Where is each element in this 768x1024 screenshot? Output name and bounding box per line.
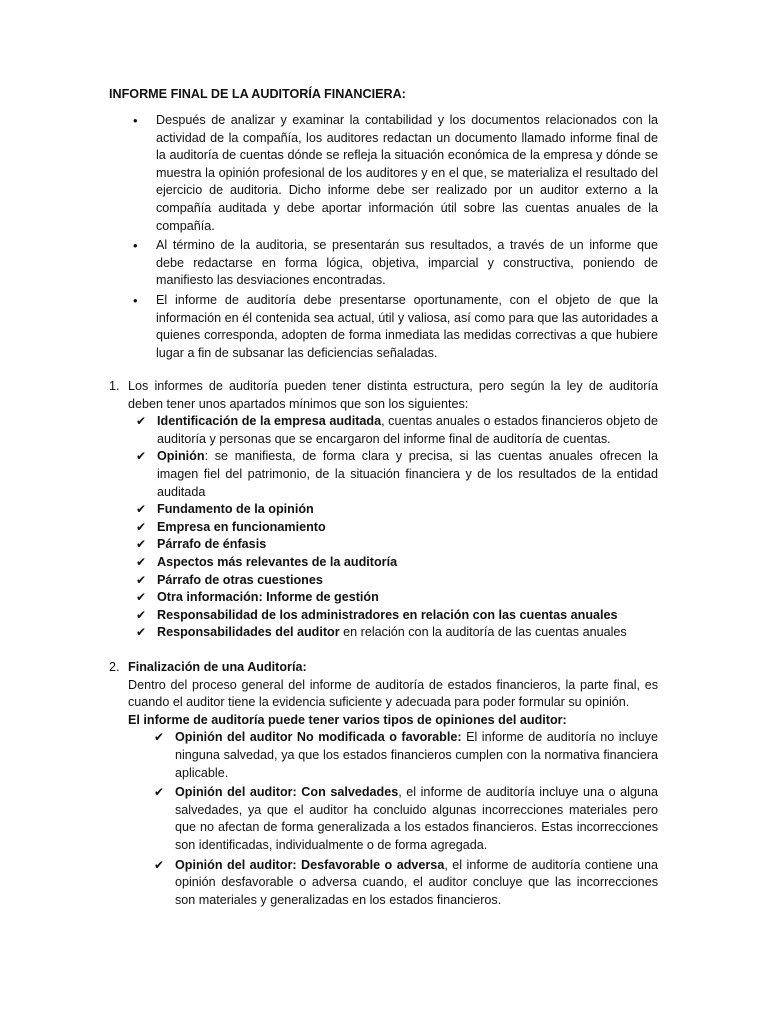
item-bold-text: Párrafo de otras cuestiones bbox=[157, 572, 323, 587]
checkmark-icon: ✔ bbox=[136, 554, 147, 569]
section-number: 1. bbox=[109, 379, 120, 393]
item-bold-text: Opinión del auditor No modificada o favorable: bbox=[175, 730, 462, 745]
list-item bbox=[128, 572, 658, 590]
item-bold-text: Fundamento de la opinión bbox=[157, 502, 314, 517]
checkmark-icon: ✔ bbox=[136, 625, 147, 640]
item-bold-text: Identificación de la empresa auditada bbox=[157, 414, 382, 429]
list-item bbox=[154, 729, 658, 782]
checkmark-icon: ✔ bbox=[154, 730, 165, 745]
section-1 bbox=[109, 378, 658, 642]
list-item bbox=[128, 237, 658, 290]
section-2-item bbox=[109, 659, 658, 909]
intro-bullet-list bbox=[128, 112, 658, 364]
bullet-icon: • bbox=[133, 113, 138, 128]
section-1-check-list bbox=[128, 413, 658, 642]
item-text: , cuentas anuales o estados financieros objeto de auditoría y personas que se encargaron del informe final de auditoría de cuentas. bbox=[157, 414, 658, 446]
item-bold-text: Opinión del auditor: Con salvedades bbox=[175, 785, 399, 800]
list-item bbox=[128, 624, 658, 642]
bullet-icon: • bbox=[133, 238, 138, 254]
item-bold-text: Párrafo de énfasis bbox=[157, 537, 267, 552]
bullet-icon: • bbox=[133, 292, 138, 308]
item-bold-text: Responsabilidades del auditor bbox=[157, 625, 340, 640]
list-item bbox=[128, 448, 658, 501]
list-item bbox=[128, 501, 658, 519]
item-text: , el informe de auditoría incluye una o alguna salvedades, ya que el auditor ha concluido algunas incorrecciones materiales pero que no afectan de forma generalizada a los estados financieros. Estas incorrecciones son identificadas, individualmente o de forma agregada. bbox=[175, 785, 658, 852]
bullet-text: Al término de la auditoria, se presentarán sus resultados, a través de un informe que debe redactarse en forma lógica, objetiva, imparcial y constructiva, poniendo de manifiesto las desviaciones encontradas. bbox=[156, 238, 658, 288]
checkmark-icon: ✔ bbox=[136, 590, 147, 605]
checkmark-icon: ✔ bbox=[136, 449, 147, 464]
list-item bbox=[128, 413, 658, 448]
item-bold-text: Aspectos más relevantes de la auditoría bbox=[157, 554, 398, 569]
section-subheading: El informe de auditoría puede tener varios tipos de opiniones del auditor: bbox=[128, 712, 567, 727]
section-number: 2. bbox=[109, 660, 120, 674]
item-text: , el informe de auditoría contiene una opinión desfavorable o adversa cuando, el auditor concluye que las incorrecciones son materiales y generalizadas en los estados financieros. bbox=[175, 857, 659, 907]
checkmark-icon: ✔ bbox=[136, 537, 147, 552]
list-item bbox=[128, 292, 658, 362]
list-item bbox=[128, 589, 658, 607]
section-2-subheading bbox=[128, 712, 658, 730]
item-bold-text: Otra información: Informe de gestión bbox=[157, 590, 379, 605]
checkmark-icon: ✔ bbox=[136, 572, 147, 587]
item-text: : se manifiesta, de forma clara y precisa, si las cuentas anuales ofrecen la imagen fiel del patrimonio, de la situación financiera y de los resultados de la entidad auditada bbox=[157, 449, 658, 499]
list-item bbox=[128, 554, 658, 572]
checkmark-icon: ✔ bbox=[136, 607, 147, 622]
list-item bbox=[128, 519, 658, 537]
list-item bbox=[128, 112, 658, 235]
item-text: El informe de auditoría no incluye ninguna salvedad, ya que los estados financieros cumplen con la normativa financiera aplicable. bbox=[175, 730, 658, 780]
item-bold-text: Opinión del auditor: Desfavorable o adversa bbox=[175, 857, 445, 872]
item-bold-text: Responsabilidad de los administradores en relación con las cuentas anuales bbox=[157, 607, 618, 622]
list-item bbox=[154, 784, 658, 854]
checkmark-icon: ✔ bbox=[154, 785, 165, 800]
checkmark-icon: ✔ bbox=[136, 414, 147, 429]
checkmark-icon: ✔ bbox=[136, 502, 147, 517]
section-2-check-list bbox=[128, 729, 658, 909]
section-2-heading bbox=[128, 659, 658, 677]
item-bold-text: Empresa en funcionamiento bbox=[157, 519, 326, 534]
checkmark-icon: ✔ bbox=[136, 519, 147, 534]
section-2-paragraph: Dentro del proceso general del informe de auditoría de estados financieros, la parte final, es cuando el auditor tiene la evidencia suficiente y adecuada para poder formular su opinión. bbox=[128, 677, 658, 710]
item-bold-text: Opinión bbox=[157, 449, 205, 464]
list-item bbox=[154, 857, 658, 910]
bullet-text: Después de analizar y examinar la contabilidad y los documentos relacionados con la actividad de la compañía, los auditores redactan un documento llamado informe final de la auditoría de cuentas dónde se refleja la situación económica de la empresa y dónde se muestra la opinión profesional de los auditores y en el que, se materializa el resultado del ejercicio de auditoria. Dicho informe debe ser realizado por un auditor externo a la compañía auditada y debe aportar información útil sobre las cuentas anuales de la compañía. bbox=[156, 113, 658, 233]
section-1-intro: Los informes de auditoría pueden tener distinta estructura, pero según la ley de auditoría deben tener unos apartados mínimos que son los siguientes: bbox=[128, 379, 658, 411]
section-heading: Finalización de una Auditoría: bbox=[128, 660, 307, 674]
item-text: en relación con la auditoría de las cuentas anuales bbox=[339, 625, 627, 640]
bullet-text: El informe de auditoría debe presentarse oportunamente, con el objeto de que la información en él contenida sea actual, útil y valiosa, así como para que las autoridades a quienes corresponda, adopten de forma inmediata las medidas correctivas a que hubiere lugar a fin de subsanar las deficiencias señaladas. bbox=[156, 292, 658, 360]
list-item bbox=[128, 607, 658, 625]
checkmark-icon: ✔ bbox=[154, 857, 165, 872]
document-title: INFORME FINAL DE LA AUDITORÍA FINANCIERA: bbox=[109, 87, 406, 101]
list-item bbox=[128, 536, 658, 554]
section-2 bbox=[109, 659, 658, 911]
section-1-item bbox=[109, 378, 658, 642]
